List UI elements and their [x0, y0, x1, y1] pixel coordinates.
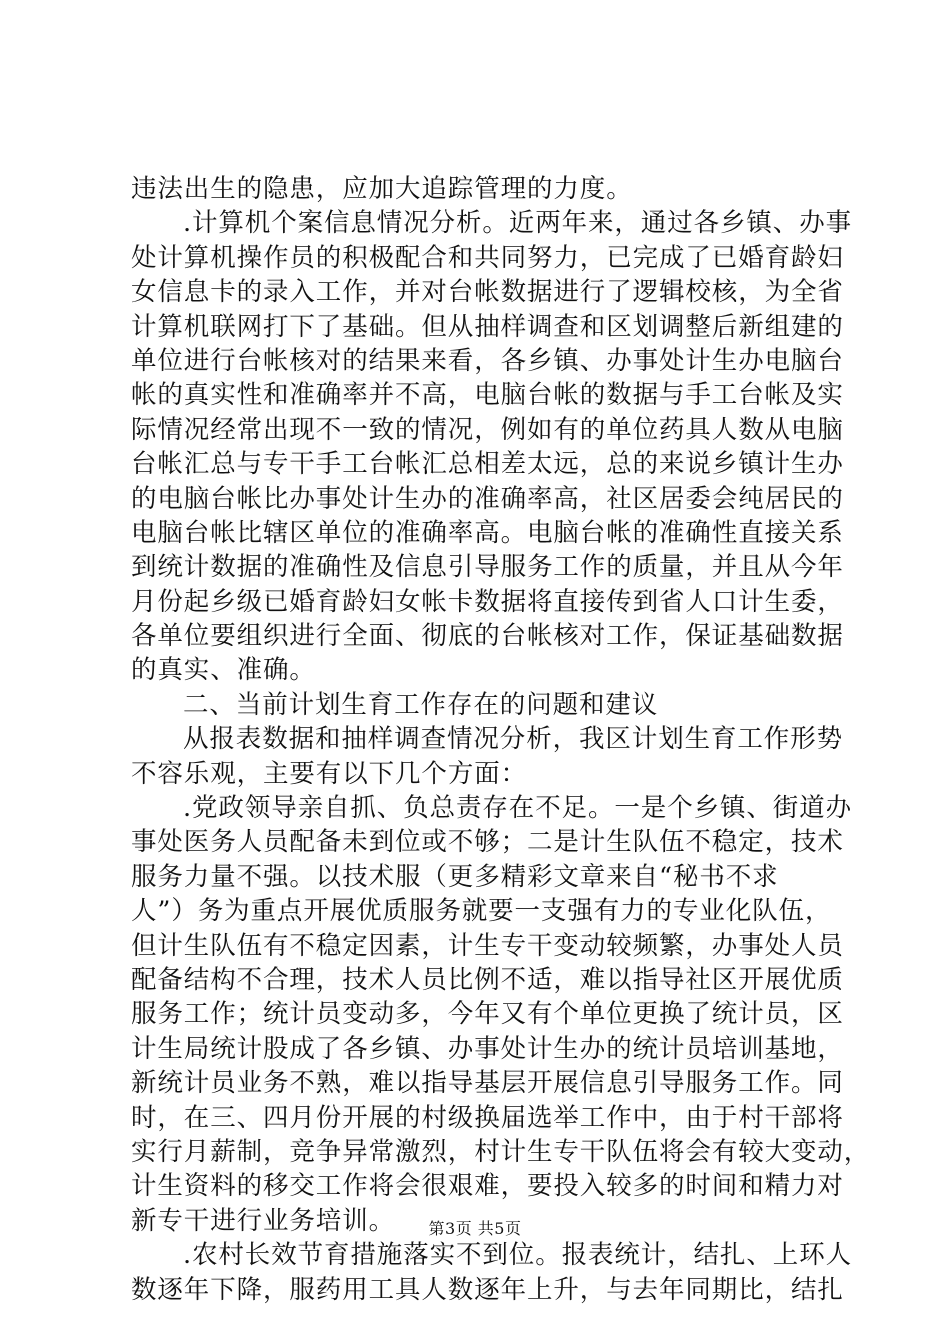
text-line: .计算机个案信息情况分析。近两年来，通过各乡镇、办事 [183, 208, 853, 239]
text-line: 配备结构不合理，技术人员比例不适，难以指导社区开展优质 [131, 964, 844, 995]
text-line: 帐的真实性和准确率并不高，电脑台帐的数据与手工台帐及实 [131, 380, 844, 411]
text-line: 违法出生的隐患，应加大追踪管理的力度。 [131, 174, 633, 204]
text-line: 从报表数据和抽样调查情况分析，我区计划生育工作形势 [183, 724, 844, 755]
text-line: 电脑台帐比辖区单位的准确率高。电脑台帐的准确性直接关系 [131, 517, 844, 548]
text-line: 的电脑台帐比办事处计生办的准确率高，社区居委会纯居民的 [131, 483, 844, 514]
text-line: 新专干进行业务培训。 [131, 1205, 396, 1236]
text-line: 计生局统计股成了各乡镇、办事处计生办的统计员培训基地， [131, 1033, 844, 1064]
text-line: 际情况经常出现不一致的情况，例如有的单位药具人数从电脑 [131, 414, 844, 445]
text-line: 计生资料的移交工作将会很艰难，要投入较多的时间和精力对 [131, 1171, 844, 1202]
text-line: 计算机联网打下了基础。但从抽样调查和区划调整后新组建的 [131, 311, 844, 342]
text-line: 不容乐观，主要有以下几个方面： [131, 758, 528, 789]
text-line: 服务力量不强。以技术服（更多精彩文章来自“秘书不求 [131, 861, 779, 892]
text-line: 处计算机操作员的积极配合和共同努力，已完成了已婚育龄妇 [131, 242, 844, 273]
text-line: 台帐汇总与专干手工台帐汇总相差太远，总的来说乡镇计生办 [131, 449, 844, 480]
text-line: 二、当前计划生育工作存在的问题和建议 [183, 689, 659, 720]
text-line: 事处医务人员配备未到位或不够；二是计生队伍不稳定，技术 [131, 827, 844, 858]
document-body [131, 172, 871, 1307]
text-line: 各单位要组织进行全面、彻底的台帐核对工作，保证基础数据 [131, 621, 844, 652]
text-line: 月份起乡级已婚育龄妇女帐卡数据将直接传到省人口计生委， [131, 586, 844, 617]
text-line: 但计生队伍有不稳定因素，计生专干变动较频繁，办事处人员 [131, 930, 844, 961]
text-line: .农村长效节育措施落实不到位。报表统计，结扎、上环人 [183, 1240, 853, 1271]
text-line: 时，在三、四月份开展的村级换届选举工作中，由于村干部将 [131, 1102, 844, 1133]
text-line: 女信息卡的录入工作，并对台帐数据进行了逻辑校核，为全省 [131, 277, 844, 308]
text-line: 新统计员业务不熟，难以指导基层开展信息引导服务工作。同 [131, 1068, 844, 1099]
page-number-footer: 第3页 共5页 [428, 1219, 522, 1238]
text-line: 的真实、准确。 [131, 655, 316, 686]
text-line: .党政领导亲自抓、负总责存在不足。一是个乡镇、街道办 [183, 793, 853, 824]
text-line: 人”）务为重点开展优质服务就要一支强有力的专业化队伍， [131, 896, 832, 927]
text-line: 单位进行台帐核对的结果来看，各乡镇、办事处计生办电脑台 [131, 345, 844, 376]
text-line: 服务工作；统计员变动多，今年又有个单位更换了统计员，区 [131, 999, 844, 1030]
text-line: 实行月薪制，竞争异常激烈，村计生专干队伍将会有较大变动， [131, 1136, 871, 1167]
text-line: 数逐年下降，服药用工具人数逐年上升，与去年同期比，结扎 [131, 1274, 844, 1305]
text-line: 到统计数据的准确性及信息引导服务工作的质量，并且从今年 [131, 552, 844, 583]
